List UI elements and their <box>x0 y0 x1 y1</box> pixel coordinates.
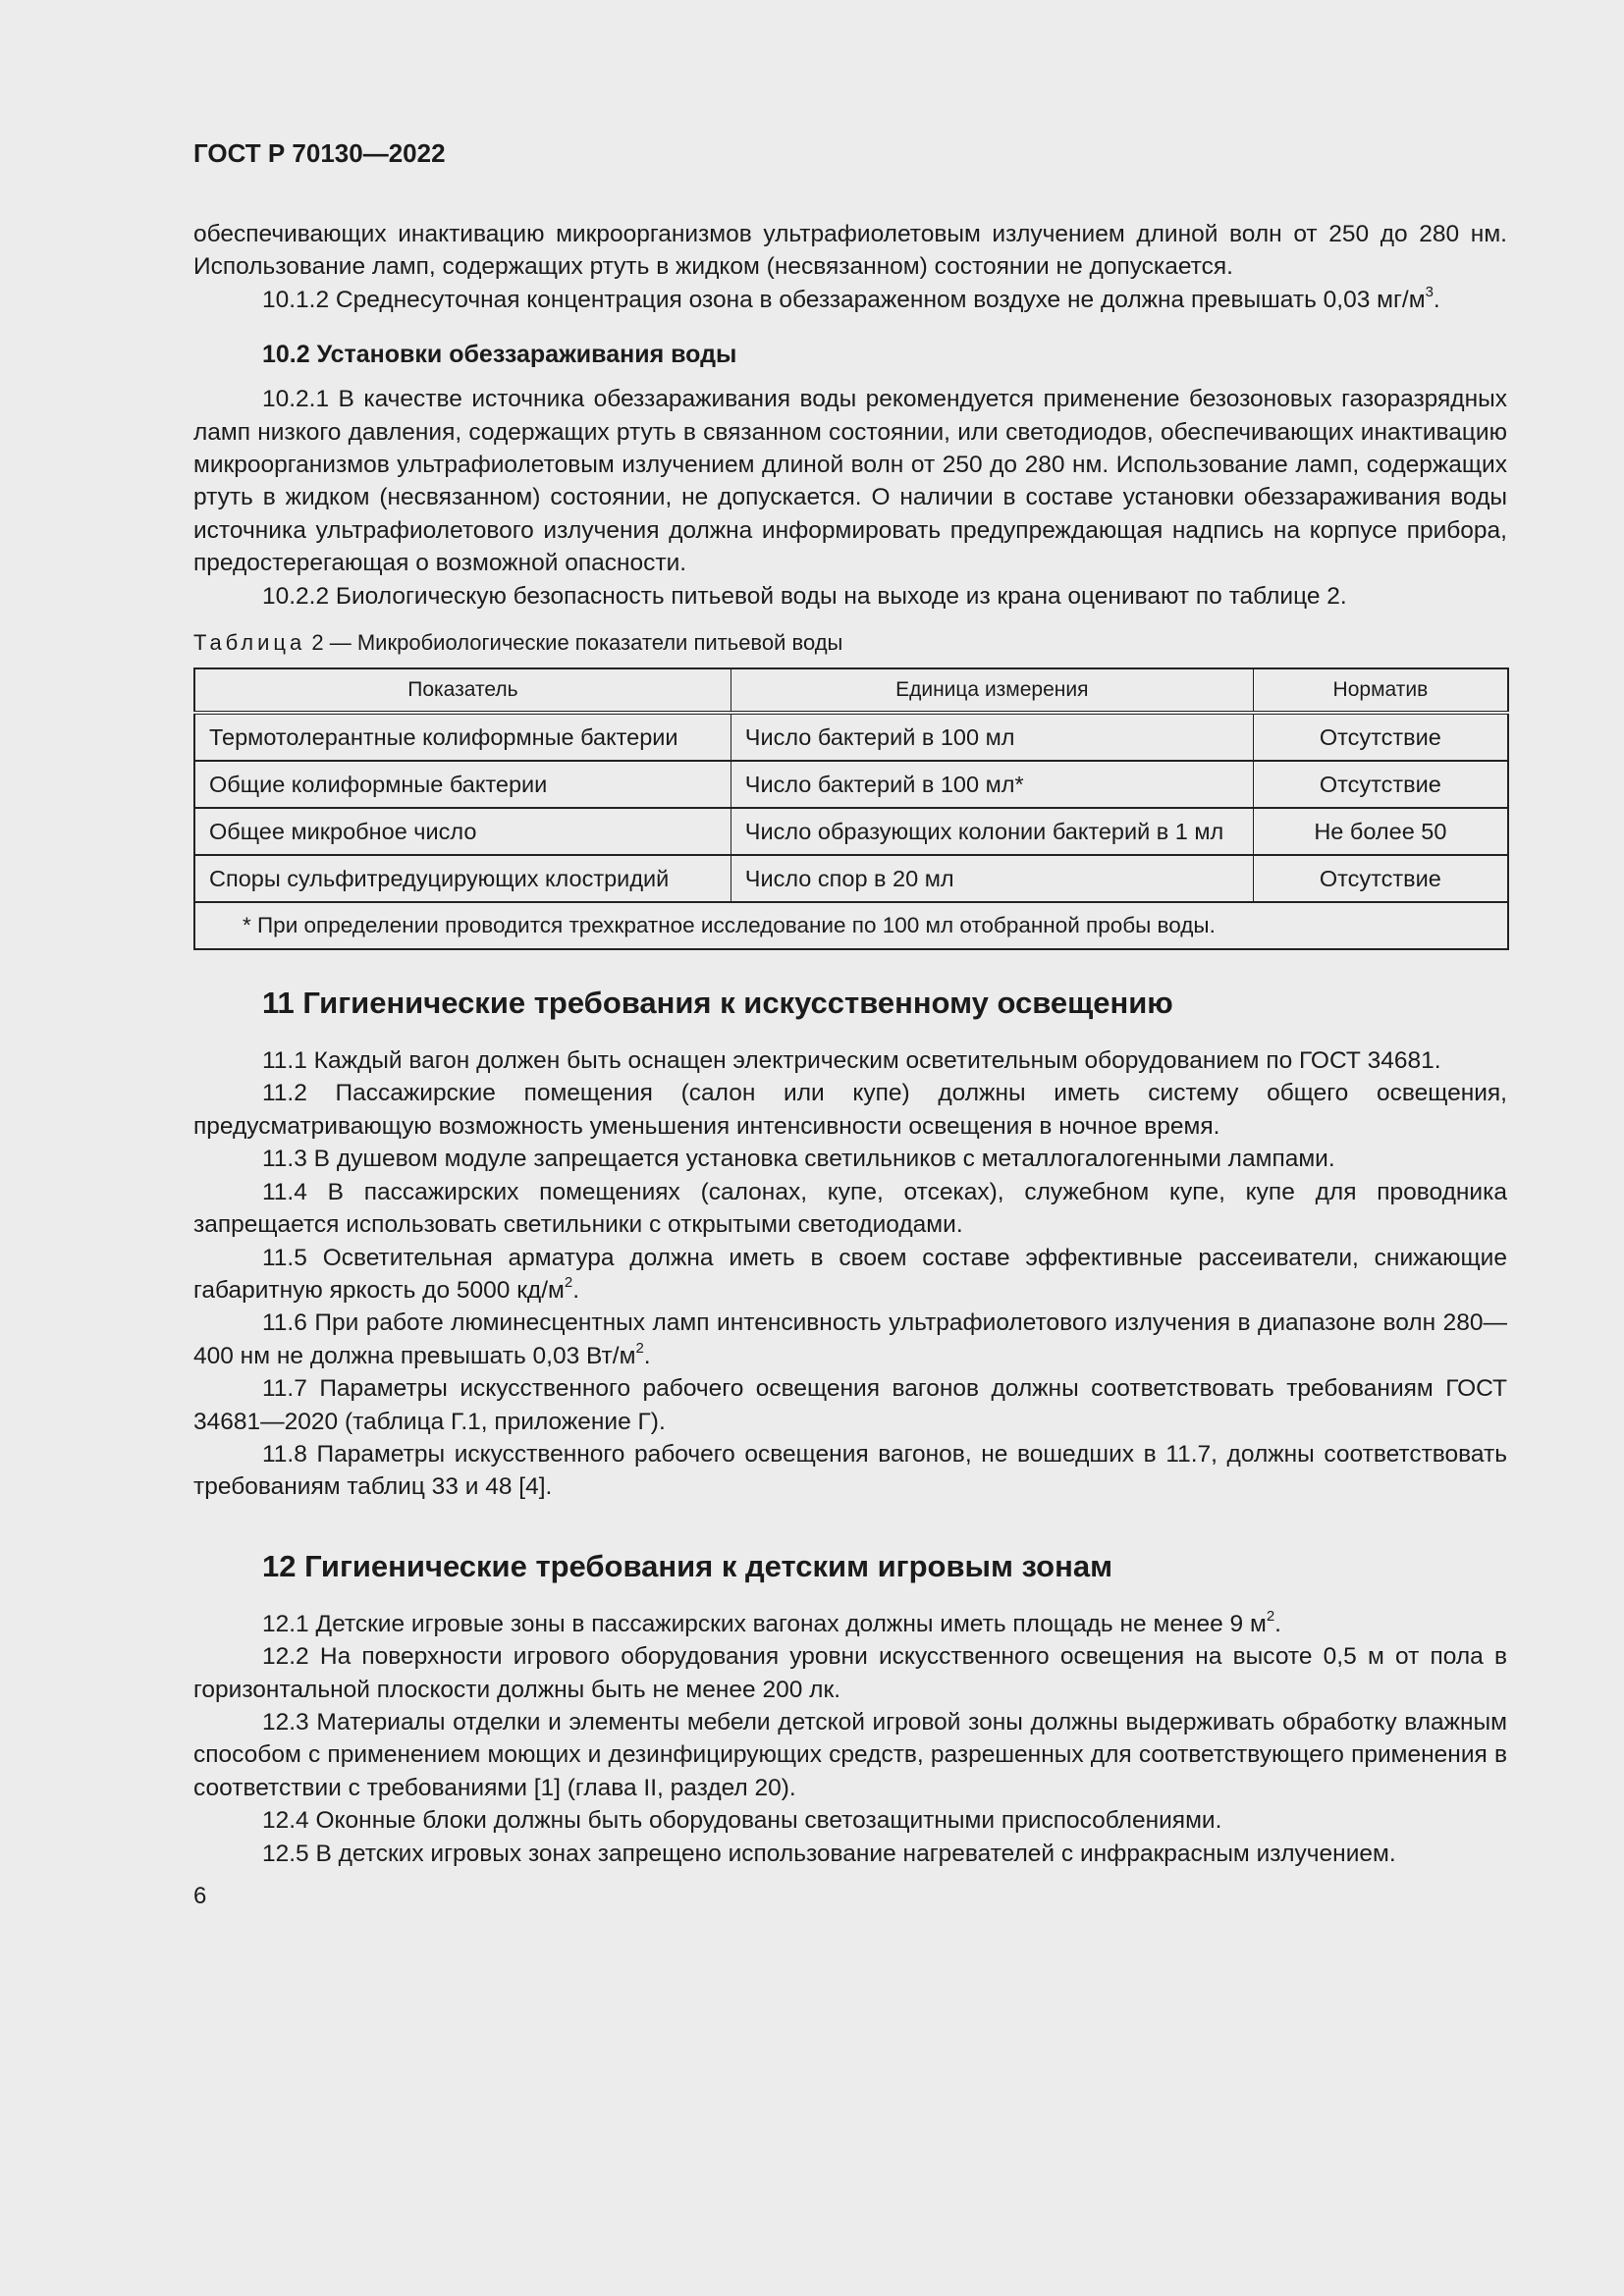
paragraph-continuation: обеспечивающих инактивацию микроорганизмов ультрафиолетовым излучением длиной волн от 250 до 280 нм. Использование ламп, содержащих ртуть в жидком (несвязанном) состоянии не допускается. <box>193 221 1507 281</box>
table-footnote: * При определении проводится трехкратное исследование по 100 мл отобранной пробы воды. <box>194 902 1508 949</box>
paragraph-12-3: 12.3 Материалы отделки и элементы мебели детской игровой зоны должны выдерживать обработку влажным способом с применением моющих и дезинфицирующих средств, разрешенных для соответствующего применения в соответствии с требованиями [1] (глава II, раздел 20). <box>193 1708 1507 1801</box>
paragraph-11-4: 11.4 В пассажирских помещениях (салонах, купе, отсеках), служебном купе, купе для проводника запрещается использовать светильники с открытыми светодиодами. <box>193 1178 1507 1239</box>
table-cell: Число бактерий в 100 мл <box>731 713 1253 761</box>
paragraph-11-5 <box>193 1242 1507 1308</box>
table-caption-title: — Микробиологические показатели питьевой воды <box>323 630 843 656</box>
section-title-12: 12 Гигиенические требования к детским игровым зонам <box>262 1548 1113 1583</box>
superscript: 2 <box>1266 1607 1275 1625</box>
superscript: 3 <box>1425 283 1434 300</box>
table-cell: Споры сульфитредуцирующих клостридий <box>194 855 731 902</box>
section-title-11: 11 Гигиенические требования к искусственному освещению <box>262 986 1173 1021</box>
table-header-cell: Норматив <box>1253 668 1508 713</box>
paragraph-11-8: 11.8 Параметры искусственного рабочего освещения вагонов, не вошедших в 11.7, должны соответствовать требованиям таблиц 33 и 48 [4]. <box>193 1440 1507 1501</box>
table-cell: Отсутствие <box>1253 713 1508 761</box>
table-row <box>194 713 1508 761</box>
paragraph-12-5: 12.5 В детских игровых зонах запрещено использование нагревателей с инфракрасным излучением. <box>262 1840 1396 1867</box>
document-header: ГОСТ Р 70130—2022 <box>193 138 446 168</box>
superscript: 2 <box>564 1273 573 1291</box>
document-page <box>193 137 1507 1911</box>
page-number: 6 <box>193 1883 207 1909</box>
paragraph-12-4: 12.4 Оконные блоки должны быть оборудованы светозащитными приспособлениями. <box>262 1807 1222 1835</box>
paragraph-12-2: 12.2 На поверхности игрового оборудования уровни искусственного освещения на высоте 0,5 м от пола в горизонтальной плоскости должны быть не менее 200 лк. <box>193 1643 1507 1703</box>
paragraph-end: . <box>643 1342 651 1369</box>
table-header-row <box>194 668 1508 713</box>
table-cell: Отсутствие <box>1253 855 1508 902</box>
table-row <box>194 855 1508 902</box>
paragraph-11-2: 11.2 Пассажирские помещения (салон или купе) должны иметь систему общего освещения, предусматривающую возможность уменьшения интенсивности освещения в ночное время. <box>193 1080 1507 1140</box>
table-cell: Отсутствие <box>1253 761 1508 808</box>
table-cell: Число спор в 20 мл <box>731 855 1253 902</box>
paragraph-10-1-2 <box>193 284 1507 316</box>
paragraph-11-6 <box>193 1307 1507 1372</box>
table-row <box>194 761 1508 808</box>
table-header-cell: Единица измерения <box>731 668 1253 713</box>
table-cell: Не более 50 <box>1253 808 1508 855</box>
paragraph-text: 12.1 Детские игровые зоны в пассажирских вагонах должны иметь площадь не менее 9 м <box>262 1610 1267 1637</box>
paragraph-text: 10.1.2 Среднесуточная концентрация озона в обеззараженном воздухе не должна превышать 0,03 мг/м <box>262 286 1426 313</box>
paragraph-10-2-1: 10.2.1 В качестве источника обеззараживания воды рекомендуется применение безозоновых газоразрядных ламп низкого давления, содержащих ртуть в связанном состоянии, или светодиодов, обеспечивающих инактивацию микроорганизмов ультрафиолетовым излучением длиной волн от 250 до 280 нм. Использование ламп, содержащих ртуть в жидком (несвязанном) состоянии, не допускается. О наличии в составе установки обеззараживания воды источника ультрафиолетового излучения должна информировать предупреждающая надпись на корпусе прибора, предостерегающая о возможной опасности. <box>193 386 1507 577</box>
table-caption-number: 2 <box>305 630 324 656</box>
table-2 <box>193 667 1509 950</box>
paragraph-12-1 <box>193 1608 1507 1640</box>
paragraph-10-2-2: 10.2.2 Биологическую безопасность питьевой воды на выходе из крана оценивают по таблице 2. <box>262 582 1347 610</box>
table-cell: Число образующих колонии бактерий в 1 мл <box>731 808 1253 855</box>
paragraph-text: 11.5 Осветительная арматура должна иметь в своем составе эффективные рассеиватели, снижающие габаритную яркость до 5000 кд/м <box>193 1244 1507 1304</box>
paragraph-11-7: 11.7 Параметры искусственного рабочего освещения вагонов должны соответствовать требованиям ГОСТ 34681—2020 (таблица Г.1, приложение Г). <box>193 1375 1507 1435</box>
superscript: 2 <box>635 1339 644 1357</box>
paragraph-end: . <box>1433 286 1440 313</box>
paragraph-11-1: 11.1 Каждый вагон должен быть оснащен электрическим осветительным оборудованием по ГОСТ 34681. <box>262 1047 1441 1075</box>
paragraph-11-3: 11.3 В душевом модуле запрещается установка светильников с металлогалогенными лампами. <box>262 1146 1335 1173</box>
table-caption-label: Таблица <box>193 630 306 656</box>
table-cell: Число бактерий в 100 мл* <box>731 761 1253 808</box>
subsection-title-10-2: 10.2 Установки обеззараживания воды <box>262 341 737 369</box>
table-cell: Общее микробное число <box>194 808 731 855</box>
table-cell: Термотолерантные колиформные бактерии <box>194 713 731 761</box>
table-footnote-row <box>194 902 1508 949</box>
table-header-cell: Показатель <box>194 668 731 713</box>
table-caption <box>193 628 1507 658</box>
paragraph-text: 11.6 При работе люминесцентных ламп интенсивность ультрафиолетового излучения в диапазоне волн 280—400 нм не должна превышать 0,03 Вт/м <box>193 1309 1507 1369</box>
table-cell: Общие колиформные бактерии <box>194 761 731 808</box>
paragraph-end: . <box>1274 1610 1281 1637</box>
table-row <box>194 808 1508 855</box>
paragraph-end: . <box>572 1276 580 1304</box>
